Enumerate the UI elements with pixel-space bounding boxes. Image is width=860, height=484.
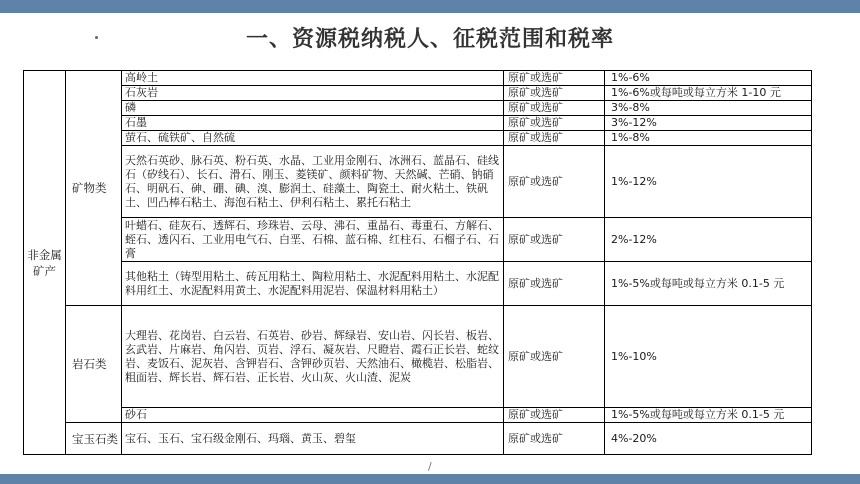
table-row — [24, 218, 812, 262]
page-title: 一、资源税纳税人、征税范围和税率 — [245, 27, 614, 52]
table-row — [24, 86, 812, 101]
group-cell-gem — [66, 423, 122, 455]
tax-rate-table — [23, 70, 812, 455]
item-cell: 萤石、硫铁矿、自然硫 — [122, 131, 504, 146]
item-cell: 石灰岩 — [122, 86, 504, 101]
basis-cell: 原矿或选矿 — [504, 71, 605, 86]
item-cell: 高岭土 — [122, 71, 504, 86]
group-cell-mineral — [66, 71, 122, 306]
group-label-rock: 岩石类 — [72, 357, 107, 371]
basis-cell: 原矿或选矿 — [504, 218, 605, 262]
table-row — [24, 306, 812, 408]
item-cell: 宝石、玉石、宝石级金刚石、玛瑙、黄玉、碧玺 — [122, 423, 504, 455]
rate-cell: 1%-8% — [605, 131, 812, 146]
rate-cell: 1%-5%或每吨或每立方米 0.1-5 元 — [605, 408, 812, 423]
table-row — [24, 71, 812, 86]
group-cell-rock — [66, 306, 122, 423]
table-row — [24, 116, 812, 131]
item-cell: 磷 — [122, 101, 504, 116]
rate-cell: 1%-6%或每吨或每立方米 1-10 元 — [605, 86, 812, 101]
bottom-accent-bar — [0, 474, 860, 484]
tax-rate-table-container — [23, 70, 812, 455]
table-row — [24, 423, 812, 455]
rate-cell: 4%-20% — [605, 423, 812, 455]
category-label: 非金属矿产 — [27, 247, 62, 278]
basis-cell: 原矿或选矿 — [504, 86, 605, 101]
item-cell: 大理岩、花岗岩、白云岩、石英岩、砂岩、辉绿岩、安山岩、闪长岩、板岩、玄武岩、片麻岩、角闪岩、页岩、浮石、凝灰岩、尺瞪岩、霞石正长岩、蛇纹岩、麦饭石、泥灰岩、含钾岩石、含钾砂页岩、天然油石、橄榄岩、松脂岩、粗面岩、辉长岩、辉石岩、正长岩、火山灰、火山渣、泥炭 — [122, 306, 504, 408]
table-row — [24, 408, 812, 423]
rate-cell: 1%-12% — [605, 146, 812, 218]
item-cell: 叶蜡石、硅灰石、透辉石、珍珠岩、云母、沸石、重晶石、毒重石、方解石、蛭石、透闪石、工业用电气石、白垩、石棉、蓝石棉、红柱石、石榴子石、石膏 — [122, 218, 504, 262]
group-label-gem: 宝玉石类 — [72, 431, 118, 446]
item-cell: 石墨 — [122, 116, 504, 131]
rate-cell: 3%-12% — [605, 116, 812, 131]
basis-cell: 原矿或选矿 — [504, 408, 605, 423]
rate-cell: 1%-6% — [605, 71, 812, 86]
rate-cell: 3%-8% — [605, 101, 812, 116]
table-row — [24, 262, 812, 306]
basis-cell: 原矿或选矿 — [504, 116, 605, 131]
table-row — [24, 146, 812, 218]
item-cell: 砂石 — [122, 408, 504, 423]
rate-cell: 1%-10% — [605, 306, 812, 408]
top-accent-bar — [0, 0, 860, 13]
basis-cell: 原矿或选矿 — [504, 423, 605, 455]
basis-cell: 原矿或选矿 — [504, 306, 605, 408]
table-row — [24, 101, 812, 116]
rate-cell: 1%-5%或每吨或每立方米 0.1-5 元 — [605, 262, 812, 306]
basis-cell: 原矿或选矿 — [504, 131, 605, 146]
basis-cell: 原矿或选矿 — [504, 146, 605, 218]
basis-cell: 原矿或选矿 — [504, 262, 605, 306]
footer-mark: / — [428, 460, 432, 473]
rate-cell: 2%-12% — [605, 218, 812, 262]
item-cell: 天然石英砂、脉石英、粉石英、水晶、工业用金刚石、冰洲石、蓝晶石、硅线石（矽线石）、长石、滑石、刚玉、菱镁矿、颜料矿物、天然碱、芒硝、钠硝石、明矾石、砷、硼、碘、溴、膨润土、硅藻土、陶瓷土、耐火粘土、铁矾土、凹凸棒石粘土、海泡石粘土、伊利石粘土、累托石粘土 — [122, 146, 504, 218]
category-cell — [24, 71, 66, 455]
basis-cell: 原矿或选矿 — [504, 101, 605, 116]
group-label-mineral: 矿物类 — [72, 181, 107, 195]
table-row — [24, 131, 812, 146]
item-cell: 其他粘土（铸型用粘土、砖瓦用粘土、陶粒用粘土、水泥配料用粘土、水泥配料用红土、水泥配料用黄土、水泥配料用泥岩、保温材料用粘土） — [122, 262, 504, 306]
